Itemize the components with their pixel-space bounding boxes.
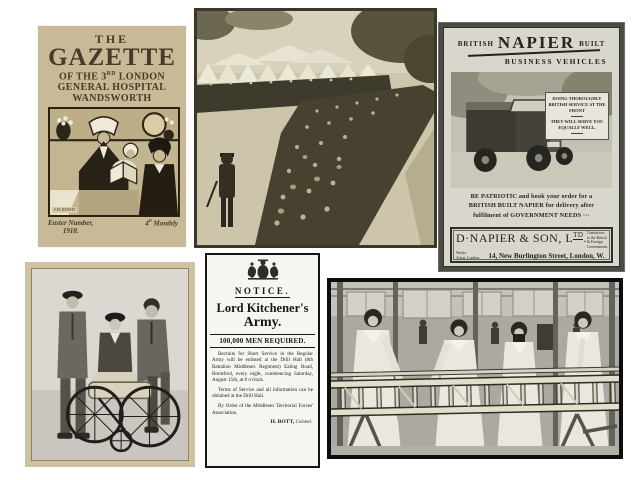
gazette-subtitle-ordinal: RD <box>106 70 116 77</box>
napier-word-british: BRITISH <box>457 40 494 48</box>
gazette-illustration <box>48 107 180 217</box>
sign-divider <box>571 133 583 134</box>
napier-address: 14, New Burlington Street, London, W. <box>488 251 605 260</box>
company-name-text: D·NAPIER & SON, L <box>456 231 574 245</box>
notice-paragraph-3: By Order of the Middlesex Territorial Forces' Association. <box>212 403 313 416</box>
gazette-subtitle-line1 <box>38 71 186 82</box>
napier-company-name <box>456 231 587 246</box>
soldiers-camp-scene <box>197 11 434 245</box>
gazette-issue-line1: Easter Number, <box>48 219 94 227</box>
factory-workers-photo <box>327 278 623 459</box>
kitchener-notice <box>205 253 320 468</box>
napier-sign-line1: DOING THOROUGHLY BRITISH SERVICE AT THE FRONT <box>548 96 606 114</box>
napier-slogan <box>452 192 611 220</box>
gazette-footer <box>48 219 178 236</box>
napier-advert <box>438 22 625 272</box>
gazette-price <box>145 219 178 236</box>
notice-paragraph-2: Terms of Service and all information can be obtained at the Drill Hall. <box>212 386 313 400</box>
company-name-end: . <box>583 231 587 245</box>
notice-signature <box>213 419 312 425</box>
notice-paragraph-1: Recruits for Short Service in the Regular Army will be enlisted at the Drill Hall (8th Battalion Middlesex Regiment) Ealing Road, Brentford, every night, commencing Saturday, August 15th, at 8 o'clock. <box>212 350 313 384</box>
napier-word-built: BUILT <box>579 40 606 48</box>
marching-band-photo <box>194 8 437 248</box>
napier-slogan-line1: BE PATRIOTIC and book your order for a <box>470 193 593 200</box>
three-men-wheelchair-scene <box>32 269 188 460</box>
napier-company-box <box>450 227 613 263</box>
napier-works-note <box>456 251 486 260</box>
gazette-subtitle-line1-text: OF THE 3 <box>58 70 107 82</box>
notice-heading <box>207 281 318 299</box>
signature-rank: Colonel. <box>295 420 312 426</box>
gazette-masthead-title: GAZETTE <box>48 44 176 71</box>
gazette-issue-line2: 1918. <box>62 227 79 236</box>
company-ltd-sup: TD <box>573 231 584 239</box>
notice-title-line1: Lord Kitchener's <box>216 301 309 315</box>
napier-brand: NAPIER <box>497 33 576 52</box>
napier-advert-paper <box>443 27 620 267</box>
napier-sign-line2: THEY WILL SERVE YOU EQUALLY WELL. <box>550 119 604 131</box>
signature-name: H. BOTT, <box>270 419 295 426</box>
works-label: Works: <box>456 250 467 255</box>
gazette-price-pence: D <box>148 218 152 223</box>
notice-title-line2: Army. <box>243 315 282 331</box>
gazette-cover <box>38 26 186 247</box>
gazette-price-period: Monthly <box>151 219 178 228</box>
napier-lorry-photo <box>451 72 612 188</box>
notice-heading-text: NOTICE. <box>234 286 291 296</box>
gazette-subtitle-line1-rest: LONDON <box>115 70 166 82</box>
nurse-reading-illustration <box>50 109 178 215</box>
gazette-subtitle-line3: WANDSWORTH <box>72 92 152 104</box>
royal-coat-of-arms <box>245 258 281 280</box>
sign-divider <box>571 116 583 117</box>
aircraft-factory-scene <box>331 282 619 455</box>
artist-signature: J.H.DOWD <box>54 207 76 213</box>
gazette-masthead-the: THE <box>94 32 130 46</box>
napier-slogan-line2: BRITISH BUILT NAPIER for delivery after <box>468 202 595 210</box>
wheelchair-photo-frame <box>25 262 195 467</box>
notice-requirement: 100,000 MEN REQUIRED. <box>210 334 315 348</box>
wheelchair-photo <box>31 268 189 461</box>
works-value: Acton, London. <box>456 255 480 260</box>
gazette-subtitle-line2: GENERAL HOSPITAL <box>57 81 167 93</box>
gazette-issue <box>48 219 94 236</box>
napier-business-vehicles: BUSINESS VEHICLES <box>504 57 607 66</box>
napier-contractors-note: Contractors to the British & Foreign Governments <box>586 231 608 250</box>
napier-slogan-line3: fulfilment of GOVERNMENT NEEDS ··· <box>473 211 590 219</box>
gazette-price-number: 4 <box>145 219 149 228</box>
napier-service-sign <box>545 92 609 140</box>
